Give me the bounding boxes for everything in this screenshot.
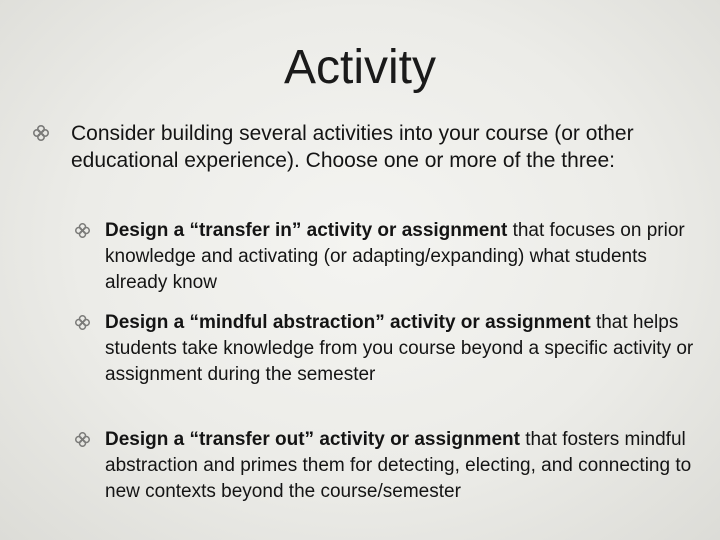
sub-bullet-rest: that fosters mindful abstraction and primes them for detecting, electing, and connecting to new contexts beyond the course/semester xyxy=(105,429,692,502)
sub-bullet-mindful-abstraction xyxy=(75,310,695,388)
main-bullet xyxy=(33,120,693,174)
diamond-clover-bullet-icon xyxy=(75,218,105,296)
diamond-clover-bullet-icon xyxy=(33,120,71,174)
sub-bullet-transfer-in xyxy=(75,218,695,296)
sub-bullet-rest: that focuses on prior knowledge and activating (or adapting/expanding) what students already know xyxy=(105,220,685,293)
sub-bullet-transfer-out xyxy=(75,427,695,505)
sub-bullet-text xyxy=(105,218,695,296)
diamond-clover-bullet-icon xyxy=(75,427,105,505)
sub-bullet-bold: Design a “transfer out” activity or assignment xyxy=(105,429,520,450)
diamond-clover-bullet-icon xyxy=(75,310,105,388)
sub-bullet-text xyxy=(105,310,695,388)
main-bullet-text: Consider building several activities into your course (or other educational experience). Choose one or more of the three: xyxy=(71,122,634,172)
sub-bullet-text xyxy=(105,427,695,505)
sub-bullet-rest: that helps students take knowledge from you course beyond a specific activity or assignment during the semester xyxy=(105,312,694,385)
sub-bullet-bold: Design a “transfer in” activity or assignment xyxy=(105,220,508,241)
sub-bullet-bold: Design a “mindful abstraction” activity or assignment xyxy=(105,312,591,333)
slide-title: Activity xyxy=(283,41,436,94)
